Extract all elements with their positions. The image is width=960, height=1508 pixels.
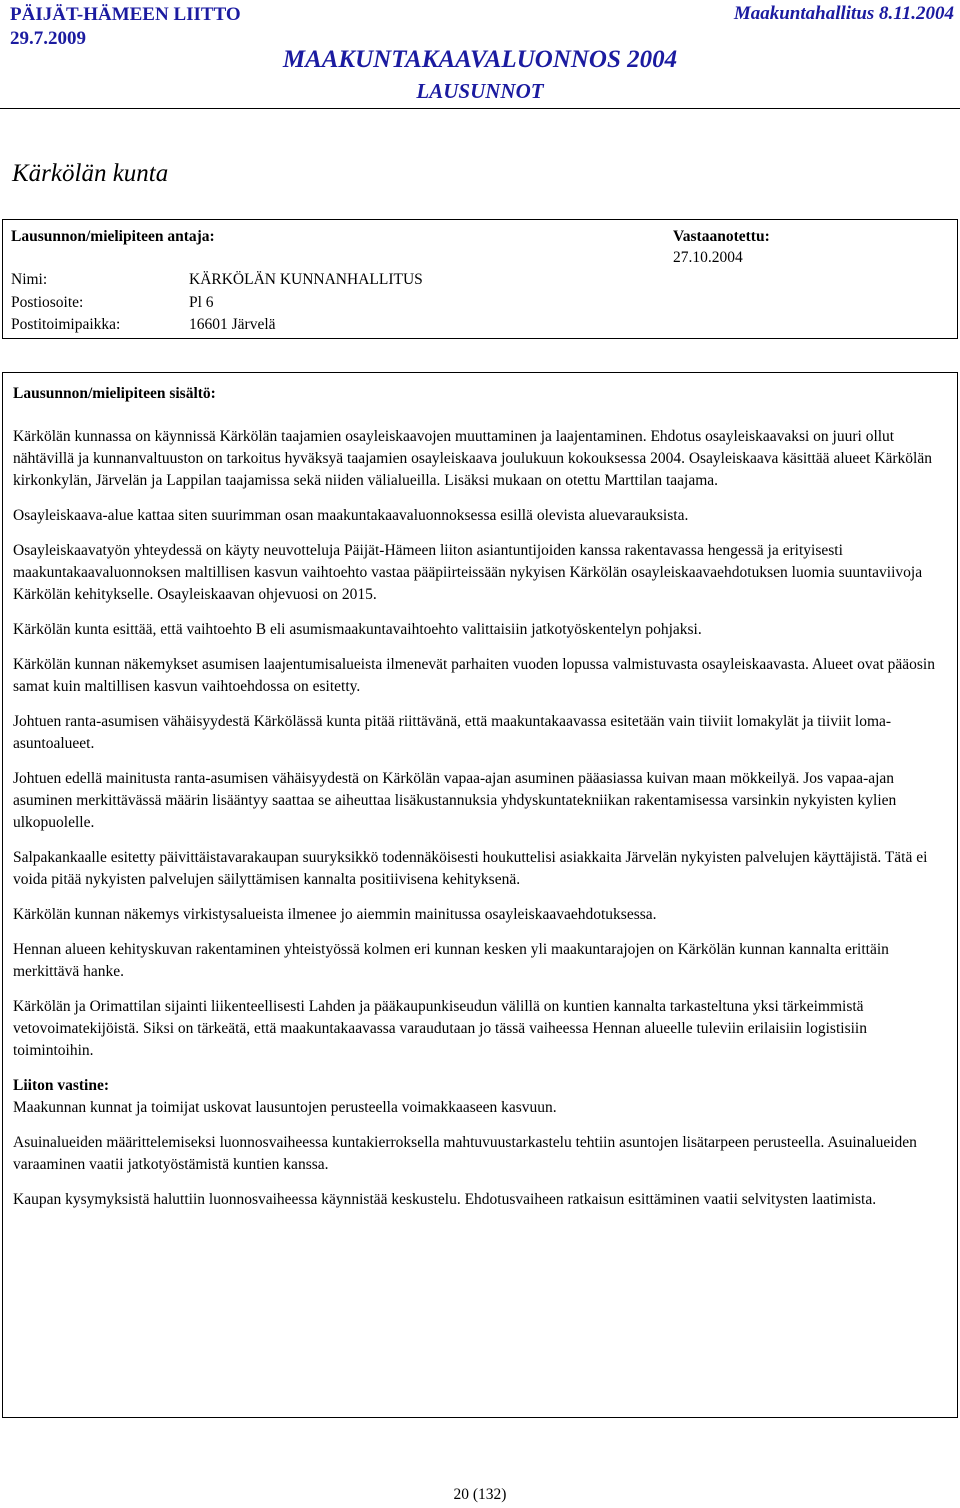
response-paragraph: Maakunnan kunnat ja toimijat uskovat lausuntojen perusteella voimakkaaseen kasvuun. — [13, 1099, 557, 1116]
content-heading: Lausunnon/mielipiteen sisältö: — [13, 385, 216, 402]
postal-address-value: Pl 6 — [189, 294, 214, 311]
header-meeting: Maakuntahallitus 8.11.2004 — [733, 3, 954, 24]
header-org-block — [10, 3, 241, 51]
content-paragraph: Kärkölän kunta esittää, että vaihtoehto B eli asumismaakuntavaihtoehto valittaisiin jatkotyöskentelyn pohjaksi. — [13, 621, 702, 638]
content-paragraph: Johtuen edellä mainitusta ranta-asumisen vähäisyydestä on Kärkölän vapaa-ajan asuminen pääasiassa kuivan maan mökkeilyä. Jos vapaa-ajan asuminen merkittävässä määrin lisääntyy saattaa se aiheuttaa lisäkustannuksia yhdyskuntatekniikan rakentamisessa varsinkin nykyisten kylien ulkopuolelle. — [13, 770, 897, 831]
received-label: Vastaanotettu: — [673, 228, 770, 245]
content-paragraph: Kärkölän kunnassa on käynnissä Kärkölän taajamien osayleiskaavojen muuttaminen ja laajentaminen. Ehdotus osayleiskaavaksi on juuri ollut nähtävillä ja kunnanvaltuuston on tarkoitus hyväksyä taajamien osayleiskaava joulukuun kokouksessa 2004. Osayleiskaava käsittää alueet Kärkölän kirkonkylän, Järvelän ja Lappilan taajamissa sekä niiden välialueilla. Lisäksi mukaan on otettu Marttilan taajama. — [13, 428, 932, 489]
response-paragraph: Kaupan kysymyksistä haluttiin luonnosvaiheessa käynnistää keskustelu. Ehdotusvaiheen ratkaisun esittäminen vaatii selvitysten laatimista. — [13, 1191, 877, 1208]
response-heading: Liiton vastine: — [13, 1077, 110, 1094]
received-date: 27.10.2004 — [673, 249, 743, 266]
content-paragraph: Johtuen ranta-asumisen vähäisyydestä Kärkölässä kunta pitää riittävänä, että maakuntakaavassa esitetään vain tiiviit lomakylät ja tiiviit loma-asuntoalueet. — [13, 713, 892, 752]
content-paragraph: Kärkölän ja Orimattilan sijainti liikenteellisesti Lahden ja pääkaupunkiseudun välillä on kuntien kannalta tarkasteltuna yksi tärkeimmistä vetovoimatekijöistä. Siksi on tärkeätä, että maakuntakaavassa varaudutaan jo tässä vaiheessa Hennan alueelle tuleviin erilaisiin logistisiin toimintoihin. — [13, 998, 867, 1059]
page-number: 20 (132) — [453, 1486, 507, 1503]
header-org: PÄIJÄT-HÄMEEN LIITTO — [10, 4, 241, 25]
content-paragraph: Osayleiskaava-alue kattaa siten suurimman osan maakuntakaavaluonnoksessa esillä olevista aluevarauksista. — [13, 507, 689, 524]
document-title: MAAKUNTAKAAVALUONNOS 2004 — [282, 46, 678, 73]
header-date: 29.7.2009 — [10, 28, 86, 49]
postal-office-label: Postitoimipaikka: — [11, 316, 121, 333]
name-label: Nimi: — [11, 271, 48, 288]
name-value: KÄRKÖLÄN KUNNANHALLITUS — [189, 271, 423, 288]
content-paragraph: Osayleiskaavatyön yhteydessä on käyty neuvotteluja Päijät-Hämeen liiton asiantuntijoiden kanssa rakentavassa hengessä ja erityisesti maakuntakaavaluonnoksen maltillisen kasvun vaihtoehto vastaa pääpiirteissään nykyisen Kärkölän osayleiskaavaehdotuksen luomia suuntaviivoja Kärkölän kehitykselle. Osayleiskaavan ohjevuosi on 2015. — [13, 542, 923, 603]
submitter-box — [2, 219, 958, 339]
postal-office-value: 16601 Järvelä — [189, 316, 276, 333]
document-subtitle: LAUSUNNOT — [416, 79, 544, 103]
header-divider — [0, 108, 960, 109]
content-paragraph: Hennan alueen kehityskuvan rakentaminen yhteistyössä kolmen eri kunnan kesken yli maakuntarajojen on Kärkölän kunnan kannalta erittäin merkittävä hanke. — [13, 941, 889, 980]
postal-address-label: Postiosoite: — [11, 294, 84, 311]
response-paragraph: Asuinalueiden määrittelemiseksi luonnosvaiheessa kuntakierroksella mahtuvuustarkastelu tehtiin asuntojen lisätarpeen perusteella. Asuinalueiden varaaminen vaatii jatkotyöstämistä kuntien kanssa. — [13, 1134, 917, 1173]
submitter-heading: Lausunnon/mielipiteen antaja: — [11, 228, 215, 245]
municipality-name: Kärkölän kunta — [12, 160, 169, 187]
content-paragraph: Kärkölän kunnan näkemykset asumisen laajentumisalueista ilmenevät parhaiten vuoden lopussa valmistuvasta osayleiskaavasta. Alueet ovat pääosin samat kuin maltillisen kasvun vaihtoehdossa on esitetty. — [13, 656, 935, 695]
content-paragraph: Kärkölän kunnan näkemys virkistysalueista ilmenee jo aiemmin mainitussa osayleiskaavaehdotuksessa. — [13, 906, 657, 923]
content-body — [13, 383, 948, 1224]
content-paragraph: Salpakankaalle esitetty päivittäistavarakaupan suuryksikkö todennäköisesti houkuttelisi asiakkaita Järvelän nykyisten palvelujen käyttäjistä. Tätä ei voida pitää nykyisten palvelujen säilyttämisen kannalta positiivisena kehityksenä. — [13, 849, 928, 888]
content-box — [2, 372, 958, 1418]
